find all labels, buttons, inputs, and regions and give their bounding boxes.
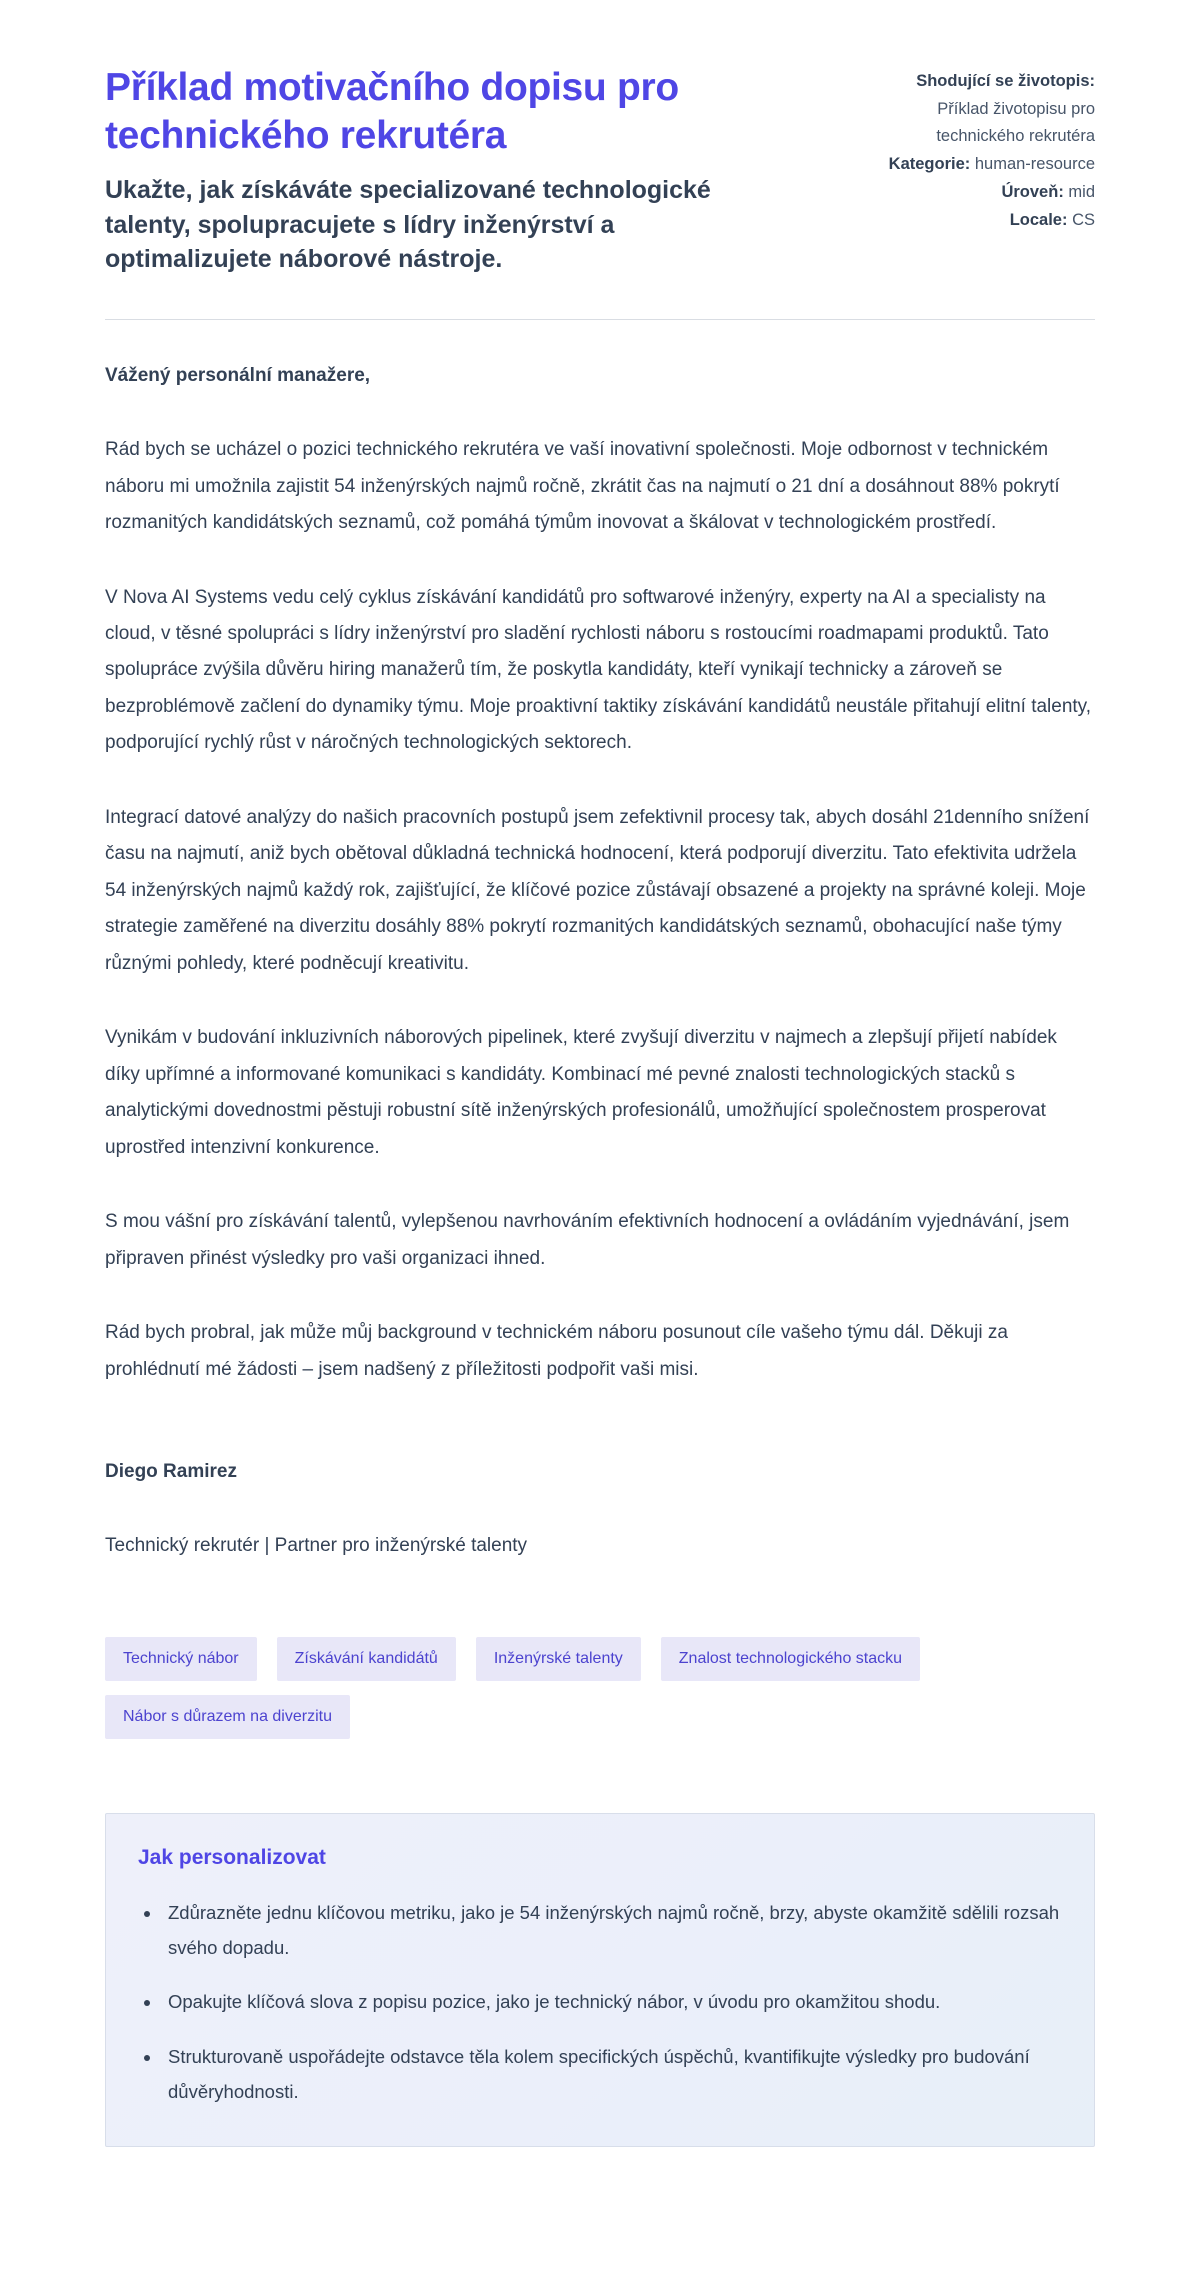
meta-level-value: mid — [1068, 182, 1095, 201]
signature-name: Diego Ramirez — [105, 1460, 237, 1482]
meta-matching-resume-value: Příklad životopisu pro technického rekrutéra — [936, 99, 1095, 146]
tips-box-title: Jak personalizovat — [138, 1845, 326, 1869]
keyword-tag-list — [105, 1637, 1095, 1739]
meta-category-label: Kategorie: — [888, 155, 971, 174]
keyword-tag: Znalost technologického stacku — [661, 1637, 920, 1681]
header-title-block — [105, 64, 827, 277]
tip-item: • Zdůrazněte jednu klíčovou metriku, jako je 54 inženýrských najmů ročně, brzy, abyste okamžitě sdělili rozsah svého dopadu. — [162, 1896, 1062, 1966]
meta-locale-label: Locale: — [1009, 210, 1068, 229]
letter-paragraph: V Nova AI Systems vedu celý cyklus získávání kandidátů pro softwarové inženýry, experty na AI a specialisty na cloud, v těsné spolupráci s lídry inženýrství pro sladění rychlosti náboru s rostoucími roadmapami produktů. Tato spolupráce zvýšila důvěru hiring manažerů tím, že poskytla kandidáty, kteří vynikají technicky a zároveň se bezproblémově začlení do dynamiky týmu. Moje proaktivní taktiky získávání kandidátů neustále přitahují elitní talenty, podporující rychlý růst v náročných technologických sektorech. — [105, 586, 1092, 754]
meta-locale-value: CS — [1072, 210, 1095, 229]
keyword-tag: Nábor s důrazem na diverzitu — [105, 1695, 350, 1739]
tip-item: • Opakujte klíčová slova z popisu pozice, jako je technický nábor, v úvodu pro okamžitou shodu. — [162, 1985, 1062, 2020]
meta-matching-resume-label: Shodující se životopis: — [916, 72, 1095, 90]
meta-locale — [867, 207, 1095, 235]
tip-item: • Strukturovaně uspořádejte odstavce těla kolem specifických úspěchů, kvantifikujte výsledky pro budování důvěryhodnosti. — [162, 2040, 1062, 2110]
personalization-tips-box — [105, 1813, 1095, 2147]
meta-category — [867, 151, 1095, 179]
meta-category-value: human-resource — [974, 155, 1095, 174]
header-divider — [105, 319, 1095, 320]
tips-list — [138, 1896, 1062, 2110]
page-title: Příklad motivačního dopisu pro technického rekrutéra — [105, 66, 679, 157]
meta-level-label: Úroveň: — [1001, 182, 1064, 201]
document-meta — [867, 64, 1095, 277]
meta-level — [867, 179, 1095, 207]
letter-paragraph: S mou vášní pro získávání talentů, vylepšenou navrhováním efektivních hodnocení a ovládáním vyjednávání, jsem připraven přinést výsledky pro vaši organizaci ihned. — [105, 1211, 1070, 1269]
letter-body — [105, 358, 1095, 1565]
keyword-tag: Technický nábor — [105, 1637, 257, 1681]
letter-paragraph: Rád bych probral, jak může můj background v technickém náboru posunout cíle vašeho týmu dál. Děkuji za prohlédnutí mé žádosti – jsem nadšený z příležitosti podpořit vaši misi. — [105, 1322, 1008, 1380]
cover-letter-page — [105, 0, 1095, 2217]
meta-matching-resume — [867, 68, 1095, 151]
letter-paragraph: Rád bych se ucházel o pozici technického rekrutéra ve vaší inovativní společnosti. Moje odbornost v technickém náboru mi umožnila zajistit 54 inženýrských najmů ročně, zkrátit čas na najmutí o 21 dní a dosáhnout 88% pokrytí rozmanitých kandidátských seznamů, což pomáhá týmům inovovat a škálovat v technologickém prostředí. — [105, 439, 1060, 534]
keyword-tag: Inženýrské talenty — [476, 1637, 641, 1681]
page-subtitle: Ukažte, jak získáváte specializované technologické talenty, spolupracujete s lídry inženýrství a optimalizujete náborové nástroje. — [105, 176, 711, 274]
letter-paragraph: Vynikám v budování inkluzivních náborových pipelinek, které zvyšují diverzitu v najmech a zlepšují přijetí nabídek díky upřímné a informované komunikaci s kandidáty. Kombinací mé pevné znalosti technologických stacků s analytickými dovednostmi pěstuji robustní sítě inženýrských profesionálů, umožňující společnostem prosperovat uprostřed intenzivní konkurence. — [105, 1027, 1057, 1158]
letter-paragraph: Integrací datové analýzy do našich pracovních postupů jsem zefektivnil procesy tak, abych dosáhl 21denního snížení času na najmutí, aniž bych obětoval důkladná technická hodnocení, která podporují diverzitu. Tato efektivita udržela 54 inženýrských najmů každý rok, zajišťující, že klíčové pozice zůstávají obsazené a projekty na správné koleji. Moje strategie zaměřené na diverzitu dosáhly 88% pokrytí rozmanitých kandidátských seznamů, obohacující naše týmy různými pohledy, které podněcují kreativitu. — [105, 806, 1090, 974]
signature-block — [105, 1454, 1095, 1565]
letter-greeting: Vážený personální manažere, — [105, 364, 371, 386]
letter-paragraphs — [105, 432, 1095, 1388]
keyword-tag: Získávání kandidátů — [277, 1637, 456, 1681]
signature-role: Technický rekrutér | Partner pro inženýrské talenty — [105, 1535, 528, 1557]
page-header — [105, 64, 1095, 277]
